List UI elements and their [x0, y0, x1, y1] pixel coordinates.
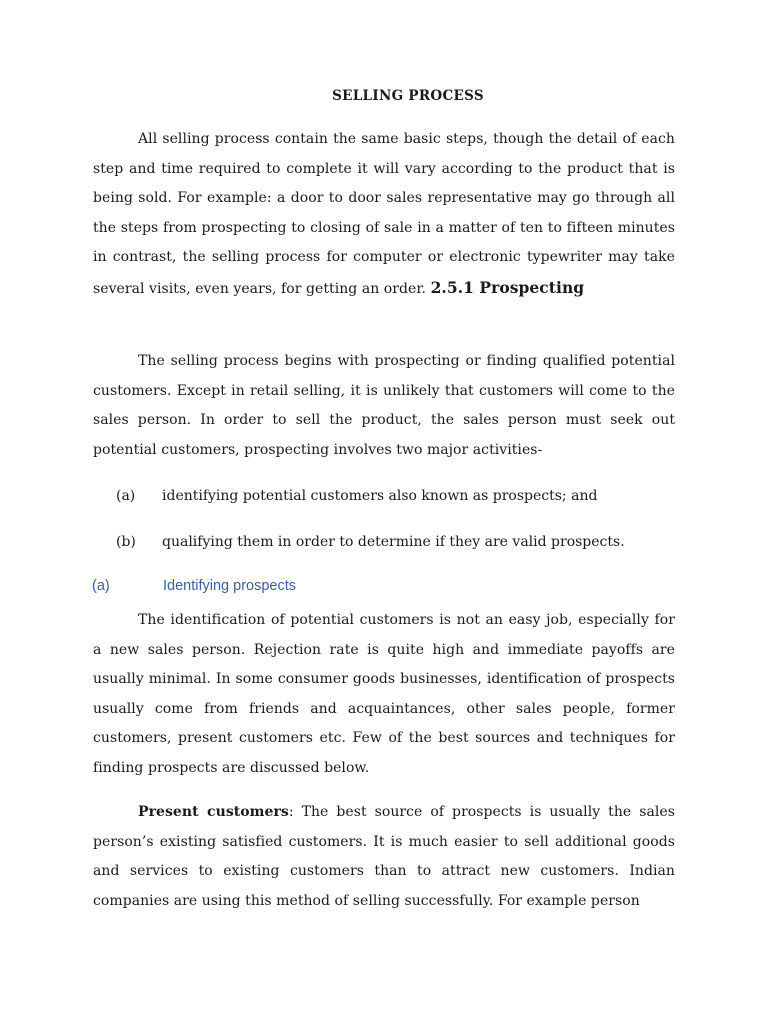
identification-paragraph: The identification of potential customers is not an easy job, especially for a new sales person. Rejection rate is quite high and immediate payoffs are usually minimal. In some consumer goods businesses, identification of prospects usually come from friends and acquaintances, other sales people, former customers, present customers etc. Few of the best sources and techniques for finding prospects are discussed below. [93, 612, 675, 776]
section-heading: 2.5.1 Prospecting [430, 277, 585, 297]
subheading-text: Identifying prospects [163, 578, 296, 594]
subheading-marker: (a) [92, 578, 110, 594]
list-item-marker: (a) [116, 488, 136, 504]
list-item-text: identifying potential customers also known as prospects; and [162, 488, 598, 504]
subheading-identifying-prospects [92, 578, 296, 594]
intro-paragraph [93, 125, 675, 305]
list-item-text: qualifying them in order to determine if they are valid prospects. [162, 534, 625, 550]
present-customers-label: Present customers [138, 804, 289, 820]
present-customers-text: : The best source of prospects is usually the sales person’s existing satisfied customers. It is much easier to sell additional goods and services to existing customers than to attract new customers. Indian companies are using this method of selling successfully. For example person [93, 804, 675, 909]
page-title: SELLING PROCESS [332, 88, 484, 104]
list-item [116, 532, 676, 552]
present-customers-paragraph [93, 798, 675, 916]
prospecting-paragraph: The selling process begins with prospecting or finding qualified potential customers. Except in retail selling, it is unlikely that customers will come to the sales person. In order to sell the product, the sales person must seek out potential customers, prospecting involves two major activities- [93, 353, 675, 458]
list-item-marker: (b) [116, 534, 136, 550]
list-item [116, 486, 676, 506]
intro-text: All selling process contain the same basic steps, though the detail of each step and time required to complete it will vary according to the product that is being sold. For example: a door to door sales representative may go through all the steps from prospecting to closing of sale in a matter of ten to fifteen minutes in contrast, the selling process for computer or electronic typewriter may take several visits, even years, for getting an order. [93, 131, 675, 297]
